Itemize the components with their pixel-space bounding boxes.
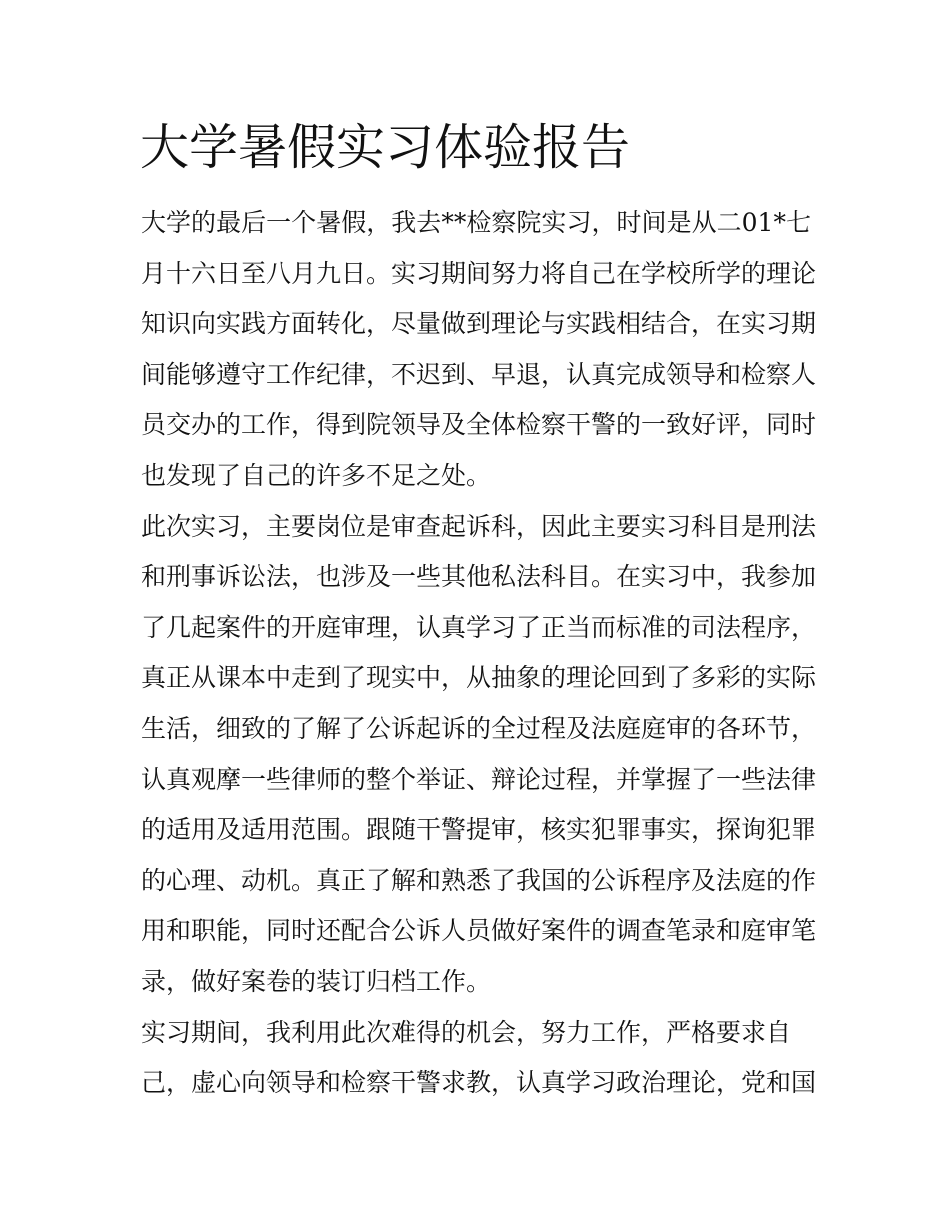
text-line: 知识向实践方面转化，尽量做到理论与实践相结合，在实习期: [141, 309, 817, 339]
text-line: 的心理、动机。真正了解和熟悉了我国的公诉程序及法庭的作: [141, 865, 817, 895]
document-title: 大学暑假实习体验报告: [140, 119, 631, 176]
text-line: 大学的最后一个暑假，我去**检察院实习，时间是从二01*七: [141, 208, 811, 237]
text-line: 间能够遵守工作纪律，不迟到、早退，认真完成领导和检察人: [141, 359, 817, 389]
text-line: 和刑事诉讼法，也涉及一些其他私法科目。在实习中，我参加: [141, 562, 817, 592]
text-line: 此次实习，主要岗位是审查起诉科，因此主要实习科目是刑法: [141, 511, 817, 541]
text-line: 生活，细致的了解了公诉起诉的全过程及法庭庭审的各环节，: [141, 713, 817, 743]
text-line: 员交办的工作，得到院领导及全体检察干警的一致好评，同时: [141, 410, 817, 440]
text-line: 用和职能，同时还配合公诉人员做好案件的调查笔录和庭审笔: [141, 916, 817, 946]
text-line: 了几起案件的开庭审理，认真学习了正当而标准的司法程序，: [141, 612, 817, 642]
text-line: 实习期间，我利用此次难得的机会，努力工作，严格要求自: [141, 1017, 792, 1047]
paragraph-1: [141, 198, 817, 502]
text-line: 真正从课本中走到了现实中，从抽象的理论回到了多彩的实际: [141, 663, 817, 693]
document-body: [141, 198, 817, 1109]
paragraph-3: [141, 1008, 817, 1109]
text-line: 认真观摩一些律师的整个举证、辩论过程，并掌握了一些法律: [141, 764, 817, 794]
text-line: 也发现了自己的许多不足之处。: [141, 460, 492, 490]
text-line: 的适用及适用范围。跟随干警提审，核实犯罪事实，探询犯罪: [141, 815, 817, 845]
text-line: 录，做好案卷的装订归档工作。: [141, 966, 492, 996]
text-line: 月十六日至八月九日。实习期间努力将自己在学校所学的理论: [141, 258, 817, 288]
text-line: 己，虚心向领导和检察干警求教，认真学习政治理论，党和国: [141, 1068, 817, 1098]
paragraph-2: [141, 502, 817, 1008]
